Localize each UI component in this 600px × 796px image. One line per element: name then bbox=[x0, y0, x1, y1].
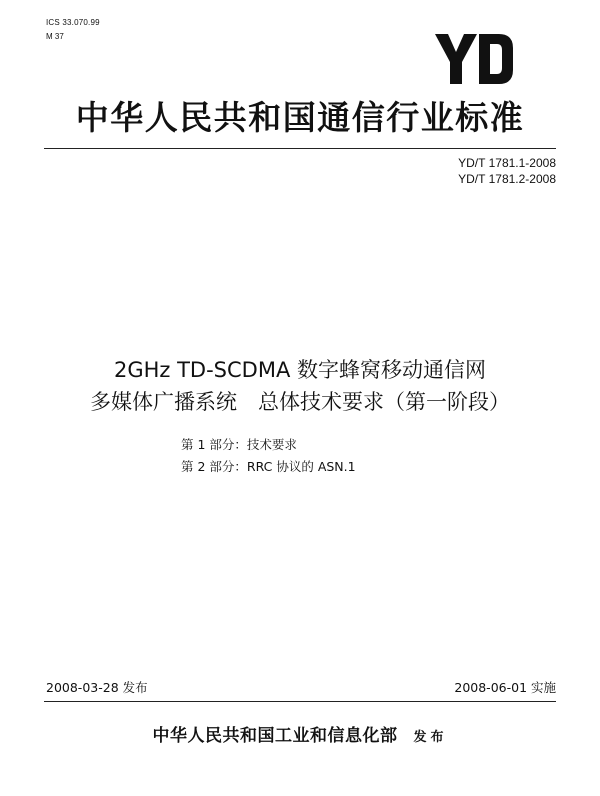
standard-numbers bbox=[458, 155, 556, 187]
document-part: 第 2 部分：RRC 协议的 ASN.1 bbox=[181, 459, 356, 474]
standard-number: YD/T 1781.2-2008 bbox=[458, 172, 556, 186]
org-title: 中华人民共和国通信行业标准 bbox=[75, 98, 525, 137]
publisher bbox=[0, 724, 600, 750]
document-title-line: 多媒体广播系统 总体技术要求（第一阶段） bbox=[90, 390, 510, 414]
document-title-line: 2GHz TD-SCDMA 数字蜂窝移动通信网 bbox=[113, 358, 487, 382]
document-parts bbox=[181, 434, 356, 478]
classification-code: M 37 bbox=[46, 32, 64, 41]
standard-number: YD/T 1781.1-2008 bbox=[458, 156, 556, 170]
implementation-date: 2008-06-01 实施 bbox=[454, 680, 556, 695]
document-part: 第 1 部分：技术要求 bbox=[181, 437, 297, 452]
document-title bbox=[0, 354, 600, 418]
issue-date: 2008-03-28 发布 bbox=[46, 680, 148, 695]
publisher-verb: 发布 bbox=[413, 730, 448, 745]
ics-code: ICS 33.070.99 bbox=[46, 18, 100, 27]
footer-divider bbox=[44, 701, 556, 702]
yd-logo bbox=[435, 30, 515, 88]
header-divider bbox=[44, 148, 556, 149]
publisher-name: 中华人民共和国工业和信息化部 bbox=[152, 726, 398, 746]
